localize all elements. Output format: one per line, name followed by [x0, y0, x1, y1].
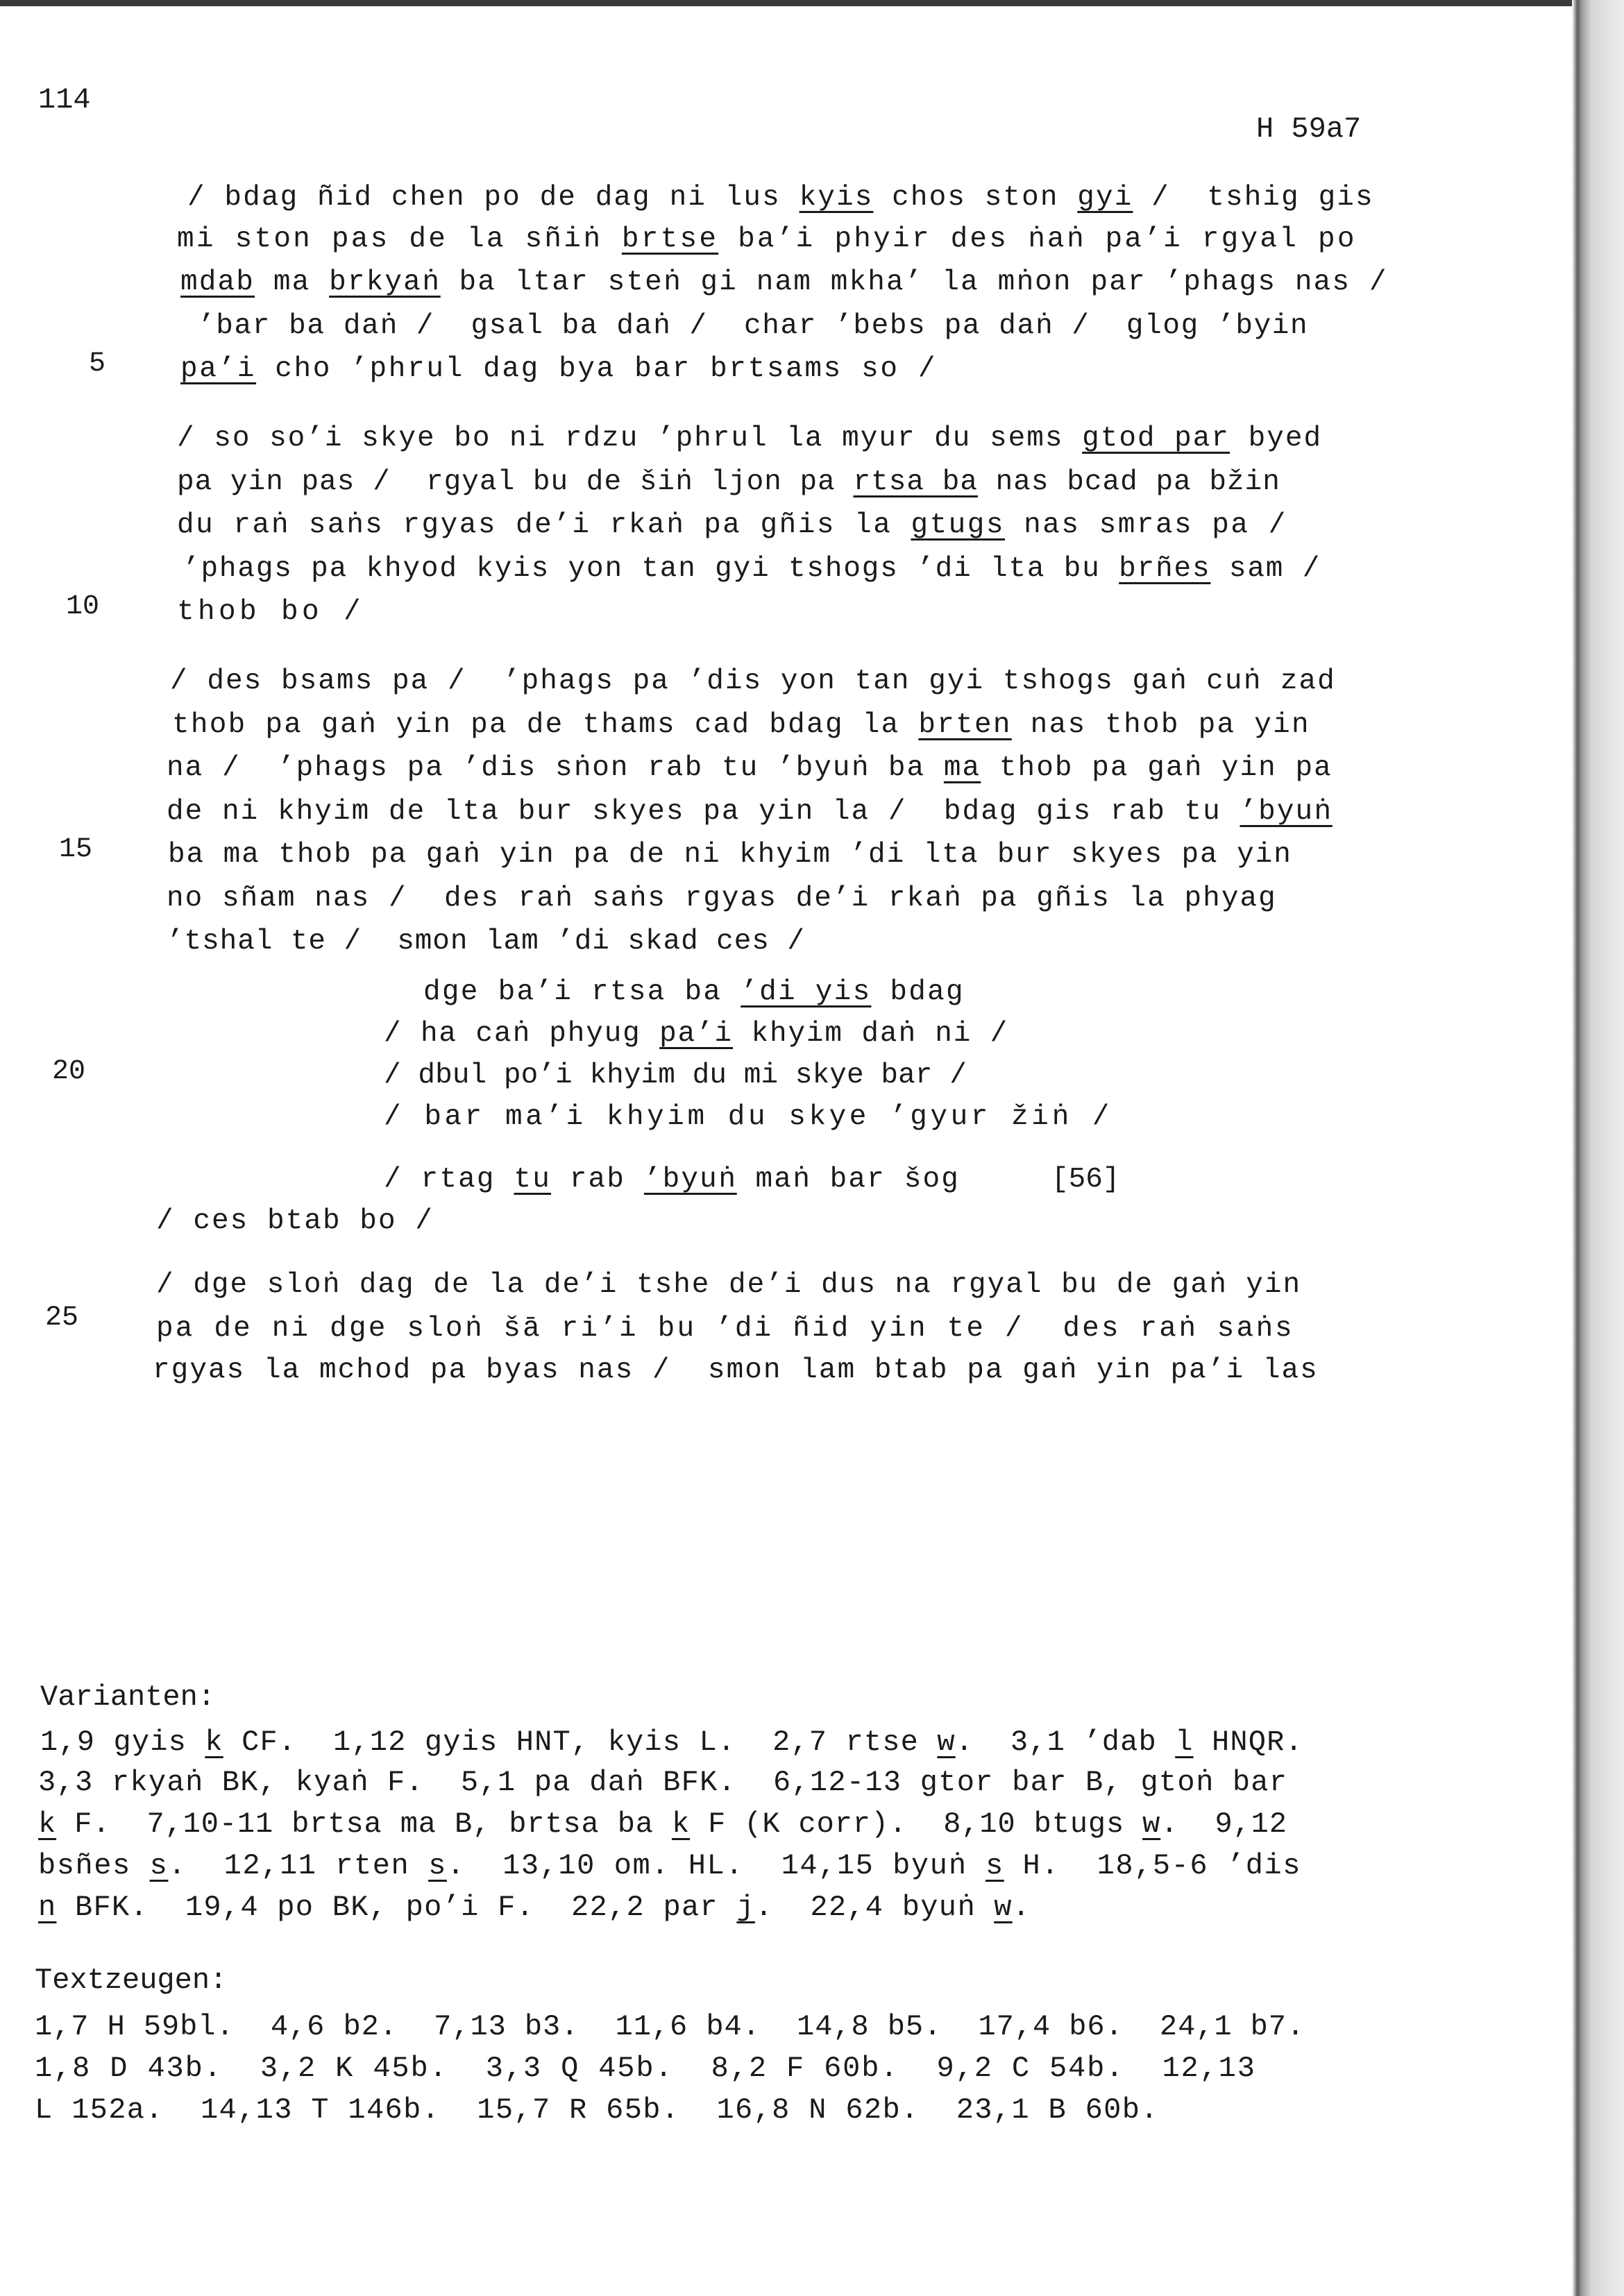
underlined-word: ’byuṅ [1240, 796, 1333, 828]
manuscript-reference: H 59a7 [1256, 112, 1362, 146]
text-line [177, 511, 1287, 540]
varianten-heading: Varianten: [40, 1681, 216, 1714]
text-segment: maṅ bar šog [736, 1164, 961, 1196]
textzeugen-line [35, 2054, 1256, 2083]
text-line [177, 425, 1322, 453]
text-segment: bsñes [38, 1849, 150, 1882]
text-line [423, 978, 965, 1007]
line-number: 15 [59, 834, 93, 865]
underlined-word: gyi [1077, 182, 1133, 214]
text-segment: 1,7 H 59bl. 4,6 b2. 7,13 b3. 11,6 b4. 14,8 b5. 17,4 b6. 24,1 b7. [35, 2010, 1305, 2043]
text-segment: . [1012, 1891, 1031, 1924]
scan-top-edge [0, 0, 1575, 6]
underlined-word: ’byuṅ [643, 1164, 737, 1196]
text-line [183, 555, 1321, 584]
underlined-word: s [428, 1849, 447, 1882]
underlined-word: w [994, 1891, 1013, 1924]
text-segment: ba’i phyir des ṅaṅ pa’i rgyal po [718, 223, 1357, 255]
text-segment: de ni khyim de lta bur skyes pa yin la / bdag gis rab tu [167, 796, 1240, 828]
text-line [156, 1271, 1301, 1300]
text-segment: no sñam nas / des raṅ saṅs rgyas de’i rkaṅ pa gñis la phyag [167, 883, 1277, 915]
text-segment: CF. 1,12 gyis HNT, kyis L. 2,7 rtse [223, 1726, 938, 1759]
text-segment: nas thob pa yin [1011, 709, 1310, 741]
text-line [156, 1207, 434, 1236]
text-segment: 1,9 gyis [40, 1726, 205, 1759]
underlined-word: tu [514, 1164, 551, 1196]
text-segment: rgyas la mchod pa byas nas / smon lam btab pa gaṅ yin pa’i las [153, 1354, 1319, 1386]
underlined-word: gtod par [1082, 423, 1230, 454]
underlined-word: w [1142, 1808, 1161, 1841]
text-segment: / des bsams pa / ’phags pa ’dis yon tan gyi tshogs gaṅ cuṅ zad [170, 665, 1336, 697]
text-line [167, 928, 805, 956]
underlined-word: brkyaṅ [329, 266, 441, 298]
text-segment: F (K corr). 8,10 btugs [690, 1808, 1143, 1841]
text-segment: thob pa gaṅ yin pa de thams cad bdag la [172, 709, 919, 741]
underlined-word: k [205, 1726, 223, 1759]
text-segment: / dbul po’i khyim du mi skye bar / [384, 1060, 967, 1091]
text-segment: du raṅ saṅs rgyas de’i rkaṅ pa gñis la [177, 509, 911, 541]
textzeugen-line [35, 2095, 1159, 2125]
underlined-word: pa’i [180, 353, 257, 385]
text-segment: / dge sloṅ dag de la de’i tshe de’i dus na rgyal bu de gaṅ yin [156, 1269, 1302, 1301]
text-segment: na / ’phags pa ’dis sṅon rab tu ’byuṅ ba [167, 752, 944, 784]
text-segment: / so so’i skye bo ni rdzu ’phrul la myur du sems [177, 423, 1083, 454]
text-segment: bdag [871, 976, 965, 1008]
variant-line [38, 1768, 1287, 1797]
text-segment: 3,3 rkyaṅ BK, kyaṅ F. 5,1 pa daṅ BFK. 6,12-13 gtor bar B, gtoṅ bar [38, 1766, 1288, 1799]
text-line [168, 841, 1292, 869]
text-segment: 1,8 D 43b. 3,2 K 45b. 3,3 Q 45b. 8,2 F 60b. 9,2 C 54b. 12,13 [35, 2052, 1256, 2085]
text-segment: F. 7,10-11 brtsa ma B, brtsa ba [56, 1808, 672, 1841]
underlined-word: n [38, 1891, 57, 1924]
underlined-word: pa’i [659, 1018, 734, 1050]
line-number: 25 [45, 1302, 79, 1334]
underlined-word: l [1175, 1726, 1194, 1759]
text-line [384, 1062, 967, 1090]
text-line [170, 667, 1336, 696]
text-line [153, 1354, 1319, 1386]
text-segment: byed [1230, 423, 1323, 454]
underlined-word: brtse [621, 223, 719, 255]
variant-line [38, 1893, 1031, 1922]
text-segment: ba ltar steṅ gi nam mkha’ la mṅon par ’phags nas / [440, 266, 1388, 298]
text-segment: HNQR. [1193, 1726, 1303, 1759]
text-segment: ’phags pa khyod kyis yon tan gyi tshogs ’di lta bu [183, 553, 1119, 585]
text-segment: thob bo / [177, 596, 365, 628]
underlined-word: s [149, 1849, 169, 1882]
page-number: 114 [38, 83, 91, 117]
text-segment: BFK. 19,4 po BK, po’i F. 22,2 par [56, 1891, 737, 1924]
text-segment: / ces btab bo / [156, 1205, 434, 1237]
underlined-word: j [736, 1891, 755, 1924]
underlined-word: w [937, 1726, 956, 1759]
text-line [167, 798, 1333, 826]
text-segment: / rtag [384, 1164, 514, 1196]
text-segment: / tshig gis [1133, 182, 1374, 214]
underlined-word: rtsa ba [853, 466, 978, 498]
text-segment: H. 18,5-6 ’dis [1004, 1849, 1301, 1882]
text-segment: khyim daṅ ni / [733, 1018, 1009, 1050]
text-line [172, 711, 1310, 740]
variant-line [38, 1851, 1301, 1880]
underlined-word: brten [918, 709, 1012, 741]
underlined-word: k [38, 1808, 57, 1841]
text-segment: . 22,4 byuṅ [754, 1891, 995, 1924]
scan-right-edge [1572, 0, 1624, 2296]
variant-line [38, 1810, 1287, 1839]
text-line [198, 312, 1308, 341]
text-segment: / bar ma’i khyim du skye ’gyur žiṅ / [384, 1101, 1113, 1133]
text-segment: cho ’phrul dag bya bar brtsams so / [256, 353, 938, 385]
text-line [180, 355, 937, 384]
text-line [177, 223, 1357, 255]
text-segment: chos ston [873, 182, 1078, 214]
text-line [167, 885, 1277, 913]
text-segment: ’tshal te / smon lam ’di skad ces / [167, 926, 805, 958]
line-number: 5 [89, 348, 106, 380]
text-segment: dge ba’i rtsa ba [423, 976, 741, 1008]
text-line [167, 754, 1333, 783]
text-segment: thob pa gaṅ yin pa [981, 752, 1333, 784]
text-segment: / bdag ñid chen po de dag ni lus [187, 182, 800, 214]
line-number: 20 [52, 1056, 86, 1087]
text-segment: nas bcad pa bžin [978, 466, 1280, 498]
text-segment: ma [255, 266, 330, 298]
text-line [177, 598, 364, 627]
verse-note: [56] [1051, 1164, 1120, 1196]
underlined-word: gtugs [911, 509, 1006, 541]
text-segment: pa de ni dge sloṅ šā ri’i bu ’di ñid yin te / des raṅ saṅs [156, 1313, 1294, 1345]
text-segment: nas smras pa / [1005, 509, 1287, 541]
text-line [187, 184, 1374, 212]
text-segment: sam / [1210, 553, 1321, 585]
text-line [180, 266, 1388, 298]
text-line [384, 1103, 1113, 1132]
variant-line [40, 1728, 1303, 1757]
text-segment: ’bar ba daṅ / gsal ba daṅ / char ’bebs pa daṅ / glog ’byin [198, 310, 1309, 342]
underlined-word: mdab [180, 266, 255, 298]
text-line [384, 1166, 960, 1194]
textzeugen-line [35, 2012, 1305, 2041]
underlined-word: brñes [1119, 553, 1211, 585]
text-segment: mi ston pas de la sñiṅ [177, 223, 622, 255]
underlined-word: kyis [799, 182, 874, 214]
text-segment: . 3,1 ’dab [955, 1726, 1176, 1759]
text-line [384, 1020, 1008, 1048]
underlined-word: ’di yis [741, 976, 872, 1008]
text-segment: ba ma thob pa gaṅ yin pa de ni khyim ’di lta bur skyes pa yin [168, 839, 1292, 871]
textzeugen-heading: Textzeugen: [35, 1964, 228, 1997]
underlined-word: ma [943, 752, 981, 784]
underlined-word: s [986, 1849, 1004, 1882]
text-line [156, 1315, 1294, 1343]
text-segment: . 12,11 rten [168, 1849, 429, 1882]
underlined-word: k [671, 1808, 691, 1841]
text-segment: L 152a. 14,13 T 146b. 15,7 R 65b. 16,8 N 62b. 23,1 B 60b. [35, 2093, 1159, 2127]
text-segment: . 13,10 om. HL. 14,15 byuṅ [446, 1849, 986, 1882]
text-line [177, 468, 1280, 497]
line-number: 10 [66, 591, 100, 622]
text-segment: / ha caṅ phyug [384, 1018, 660, 1050]
text-segment: . 9,12 [1160, 1808, 1287, 1841]
text-segment: pa yin pas / rgyal bu de šiṅ ljon pa [177, 466, 854, 498]
text-segment: rab [550, 1164, 644, 1196]
